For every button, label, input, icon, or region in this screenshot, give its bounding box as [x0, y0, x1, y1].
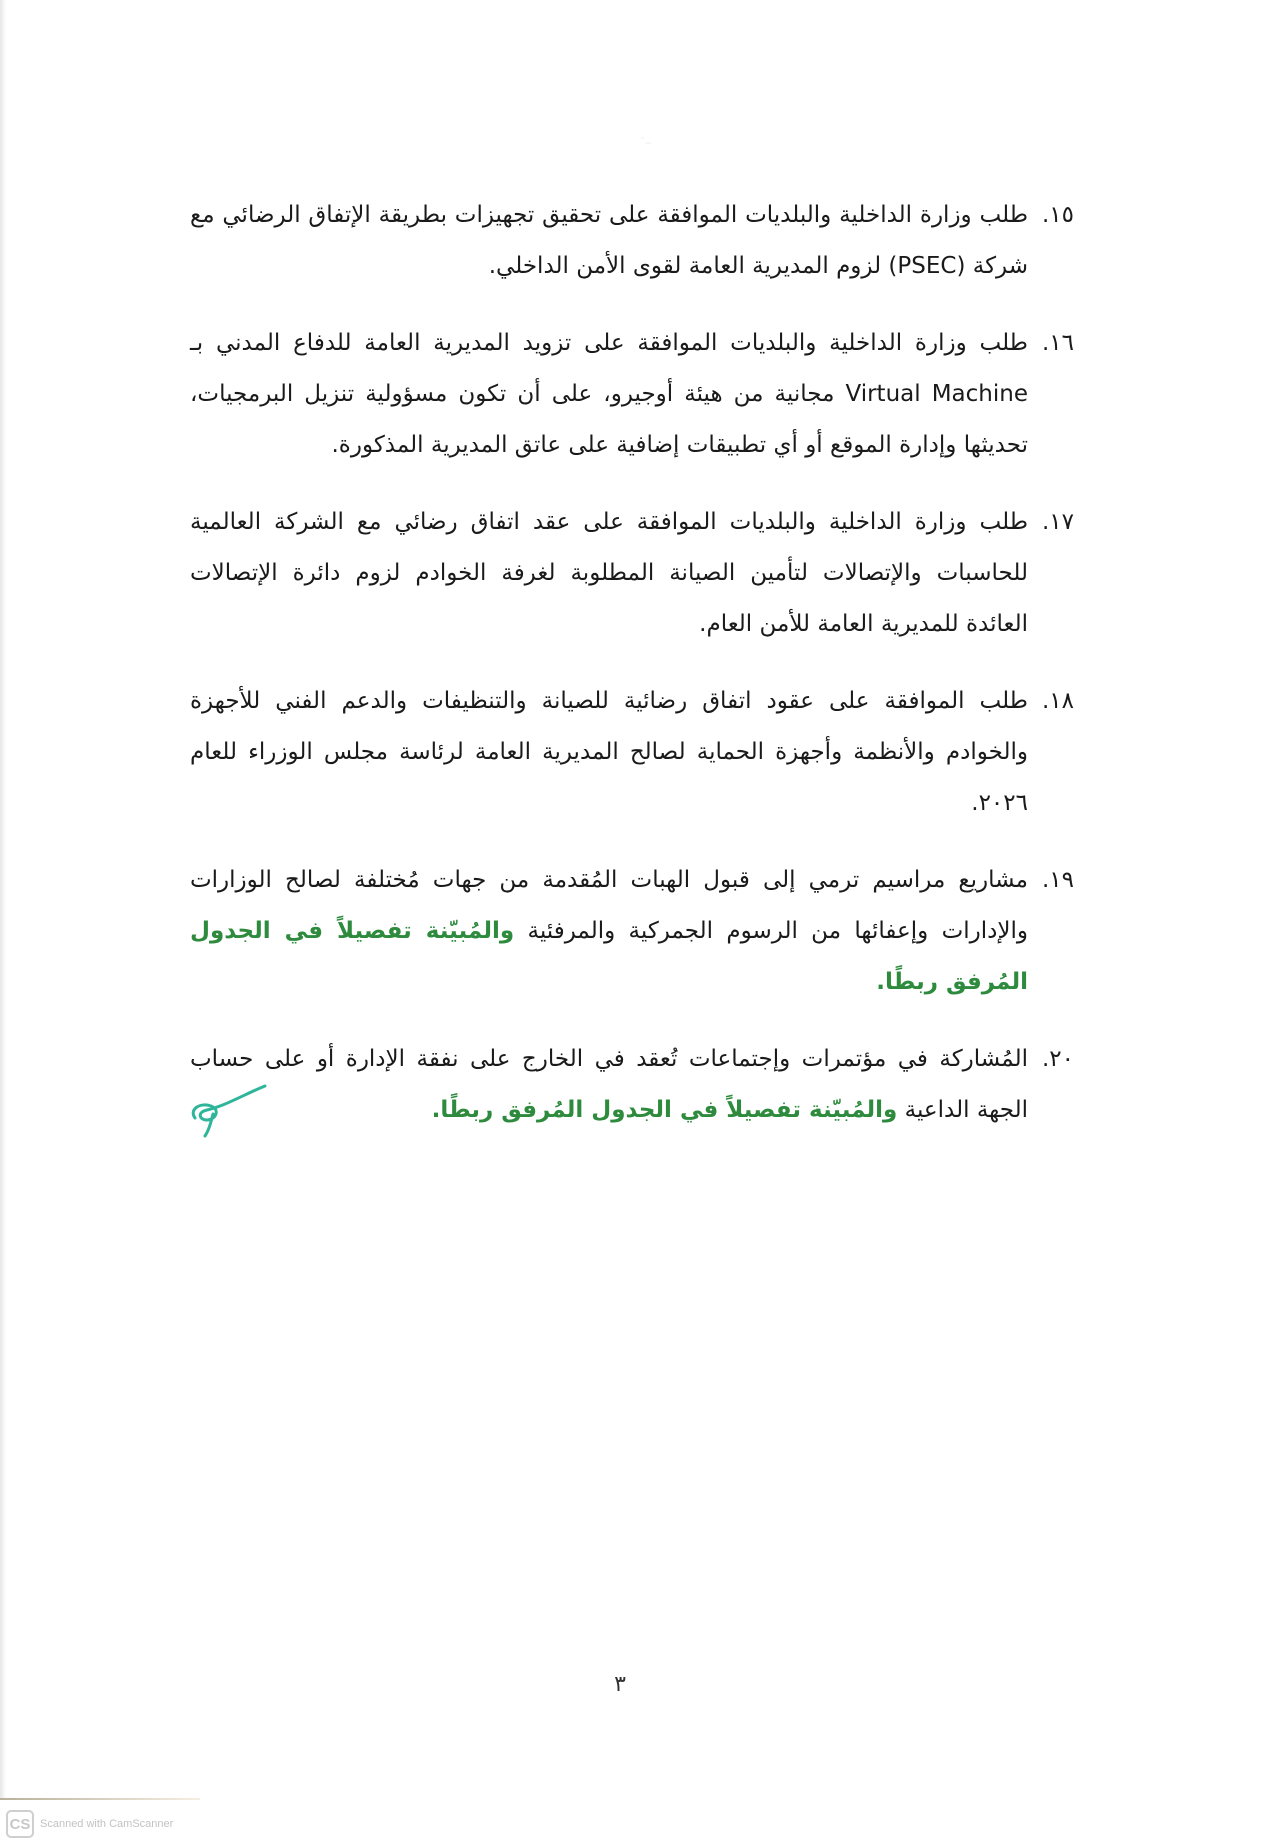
page-edge-shadow — [0, 0, 6, 1800]
item-text-wrapper — [190, 1034, 1028, 1136]
camscanner-text: Scanned with CamScanner — [40, 1818, 174, 1830]
list-item-19 — [190, 855, 1074, 1008]
document-body — [190, 190, 1074, 1162]
list-item-16 — [190, 318, 1074, 471]
item-number: ١٩. — [1041, 867, 1074, 893]
item-tail: . — [431, 1097, 441, 1123]
item-number: ٢٠. — [1041, 1046, 1074, 1072]
faint-scan-mark: ·ـ — [640, 128, 652, 149]
list-item-20 — [190, 1034, 1074, 1136]
item-tail: . — [876, 969, 886, 995]
camscanner-logo-icon: CS — [6, 1810, 34, 1838]
list-item-18 — [190, 676, 1074, 829]
item-number: ١٧. — [1041, 509, 1074, 535]
item-text: المُشاركة في مؤتمرات وإجتماعات تُعقد في الخارج على نفقة الإدارة أو على حساب الجهة الداعية — [190, 1046, 1028, 1123]
signature-icon — [185, 1080, 275, 1140]
item-text: طلب وزارة الداخلية والبلديات الموافقة على تحقيق تجهيزات بطريقة الإتفاق الرضائي مع شركة (PSEC) لزوم المديرية العامة لقوى الأمن الداخلي. — [190, 202, 1028, 279]
item-text: طلب الموافقة على عقود اتفاق رضائية للصيانة والتنظيفات والدعم الفني للأجهزة والخوادم والأنظمة وأجهزة الحماية لصالح المديرية العامة لرئاسة مجلس الوزراء للعام ٢٠٢٦. — [190, 688, 1028, 816]
list-item-17 — [190, 497, 1074, 650]
item-number: ١٨. — [1041, 688, 1074, 714]
item-text: طلب وزارة الداخلية والبلديات الموافقة على تزويد المديرية العامة للدفاع المدني بـ Virtual Machine مجانية من هيئة أوجيرو، على أن تكون مسؤولية تنزيل البرمجيات، تحديثها وإدارة الموقع أو أي تطبيقات إضافية على عاتق المديرية المذكورة. — [190, 330, 1028, 458]
highlighted-reference-text: والمُبيّنة تفصيلاً في الجدول المُرفق ربطًا — [440, 1097, 898, 1123]
item-text: طلب وزارة الداخلية والبلديات الموافقة على عقد اتفاق رضائي مع الشركة العالمية للحاسبات والإتصالات لتأمين الصيانة المطلوبة لغرفة الخوادم لزوم دائرة الإتصالات العائدة للمديرية العامة للأمن العام. — [190, 509, 1028, 637]
highlighted-reference-text: والمُبيّنة تفصيلاً في الجدول المُرفق ربطًا — [190, 918, 1028, 995]
item-text-wrapper — [190, 855, 1028, 1008]
list-item-15 — [190, 190, 1074, 292]
page-number: ٣ — [614, 1672, 626, 1697]
item-number: ١٥. — [1041, 202, 1074, 228]
item-number: ١٦. — [1041, 330, 1074, 356]
footer-divider — [0, 1798, 200, 1800]
camscanner-watermark — [6, 1810, 173, 1838]
item-text: مشاريع مراسيم ترمي إلى قبول الهبات المُقدمة من جهات مُختلفة لصالح الوزارات والإدارات وإعفائها من الرسوم الجمركية والمرفئية — [190, 867, 1028, 944]
